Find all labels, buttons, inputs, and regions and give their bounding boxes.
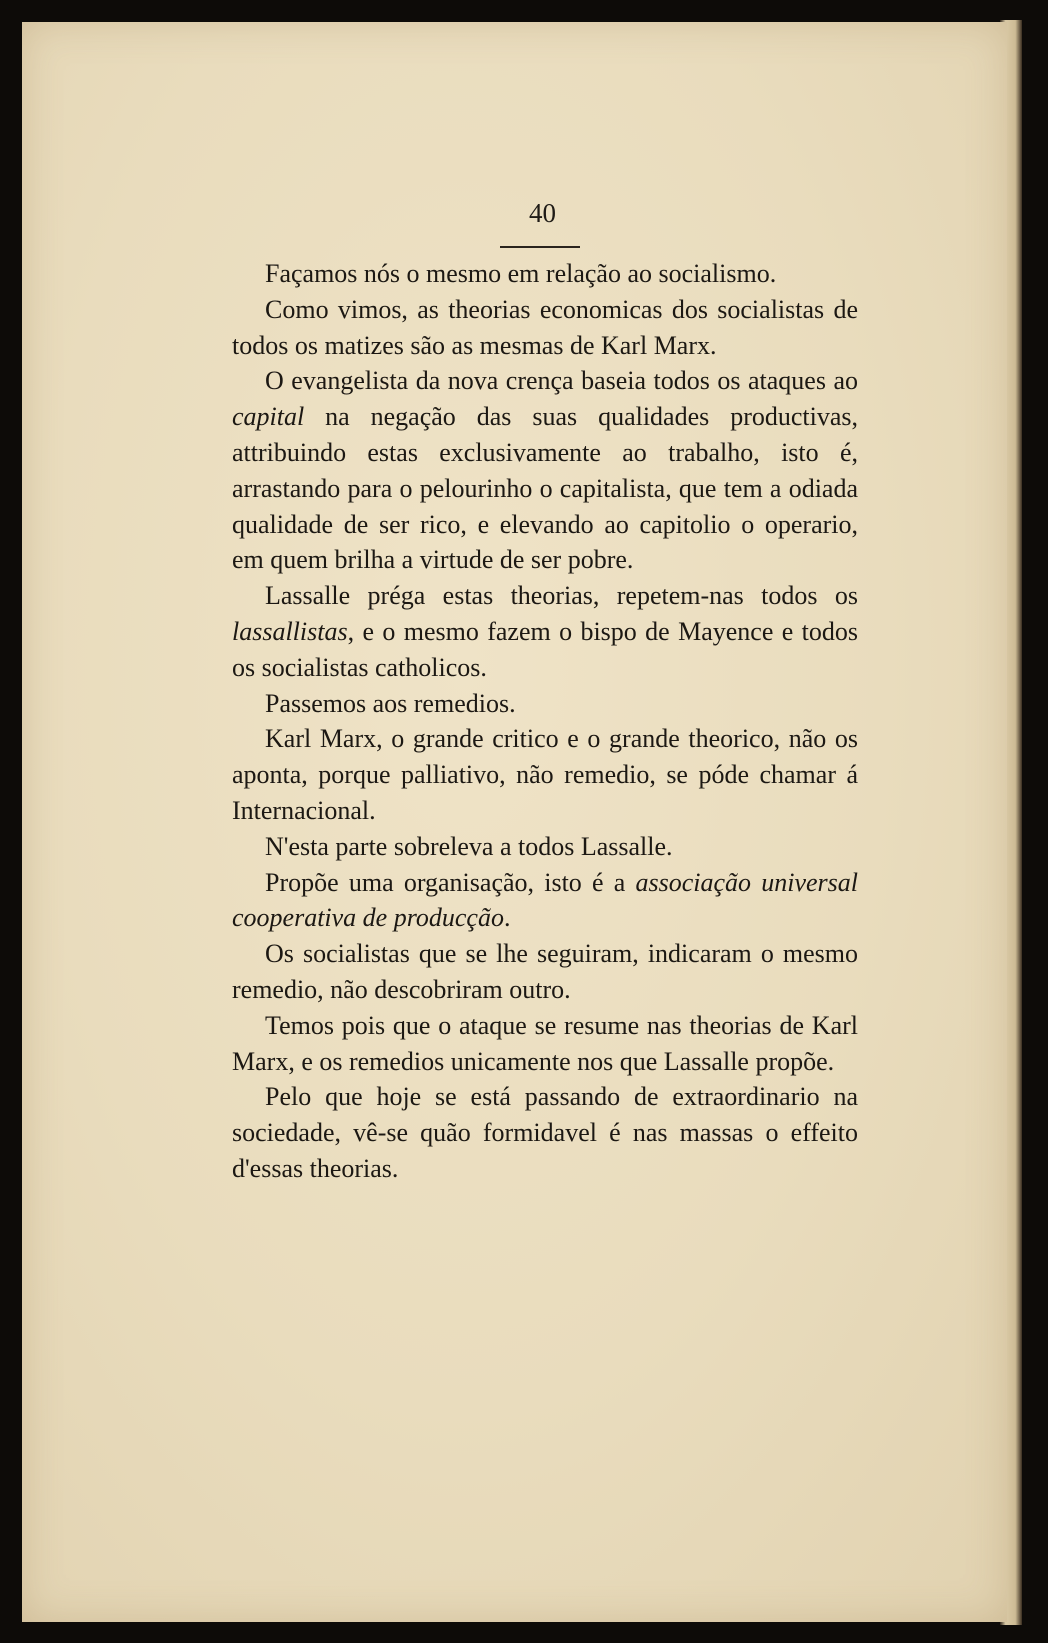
italic-term: associação universal cooperativa de producção	[232, 867, 858, 933]
paragraph	[232, 1008, 858, 1080]
paragraph-text: Pelo que hoje se está passando de extraordinario na sociedade, vê-se quão formidavel é nas massas o effeito d'essas theorias.	[232, 1082, 858, 1183]
paragraph-text: N'esta parte sobreleva a todos Lassalle.	[265, 831, 673, 861]
paragraph-text: Passemos aos remedios.	[265, 688, 516, 718]
paragraph-text: O evangelista da nova crença baseia todos os ataques ao	[265, 366, 858, 396]
paragraph	[232, 686, 858, 722]
header-rule	[500, 246, 580, 248]
paragraph	[232, 721, 858, 828]
paragraph-text: na negação das suas qualidades productivas, attribuindo estas exclusivamente ao trabalho, isto é, arrastando para o pelourinho o capitalista, que tem a odiada qualidade de ser rico, e elevando ao capitolio o operario, em quem brilha a virtude de ser pobre.	[232, 402, 858, 575]
page-number: 40	[529, 198, 556, 228]
paragraph	[232, 865, 858, 937]
paragraph	[232, 936, 858, 1008]
paragraph	[232, 292, 858, 364]
paragraph	[232, 1079, 858, 1186]
body-text	[232, 256, 858, 1187]
paragraph-text: Lassalle préga estas theorias, repetem-nas todos os	[265, 581, 858, 611]
paragraph-text: , e o mesmo fazem o bispo de Mayence e todos os socialistas catholicos.	[232, 616, 858, 682]
paragraph-text: Os socialistas que se lhe seguiram, indicaram o mesmo remedio, não descobriram outro.	[232, 939, 858, 1004]
paragraph	[232, 256, 858, 292]
paragraph-text: Karl Marx, o grande critico e o grande theorico, não os aponta, porque palliativo, não remedio, se póde chamar á Internacional.	[232, 724, 858, 825]
paragraph	[232, 578, 858, 685]
paragraph-text: Façamos nós o mesmo em relação ao socialismo.	[265, 259, 777, 288]
paragraph-text: Como vimos, as theorias economicas dos socialistas de todos os matizes são as mesmas de Karl Marx.	[232, 294, 858, 360]
paragraph-text: Propõe uma organisação, isto é a	[265, 867, 636, 897]
paragraph	[232, 829, 858, 865]
paragraph	[232, 363, 858, 578]
italic-term: lassallistas	[232, 616, 348, 646]
paragraph-text: .	[503, 903, 511, 933]
paragraph-text: Temos pois que o ataque se resume nas theorias de Karl Marx, e os remedios unicamente nos que Lassalle propõe.	[232, 1010, 858, 1076]
italic-term: capital	[232, 402, 305, 432]
